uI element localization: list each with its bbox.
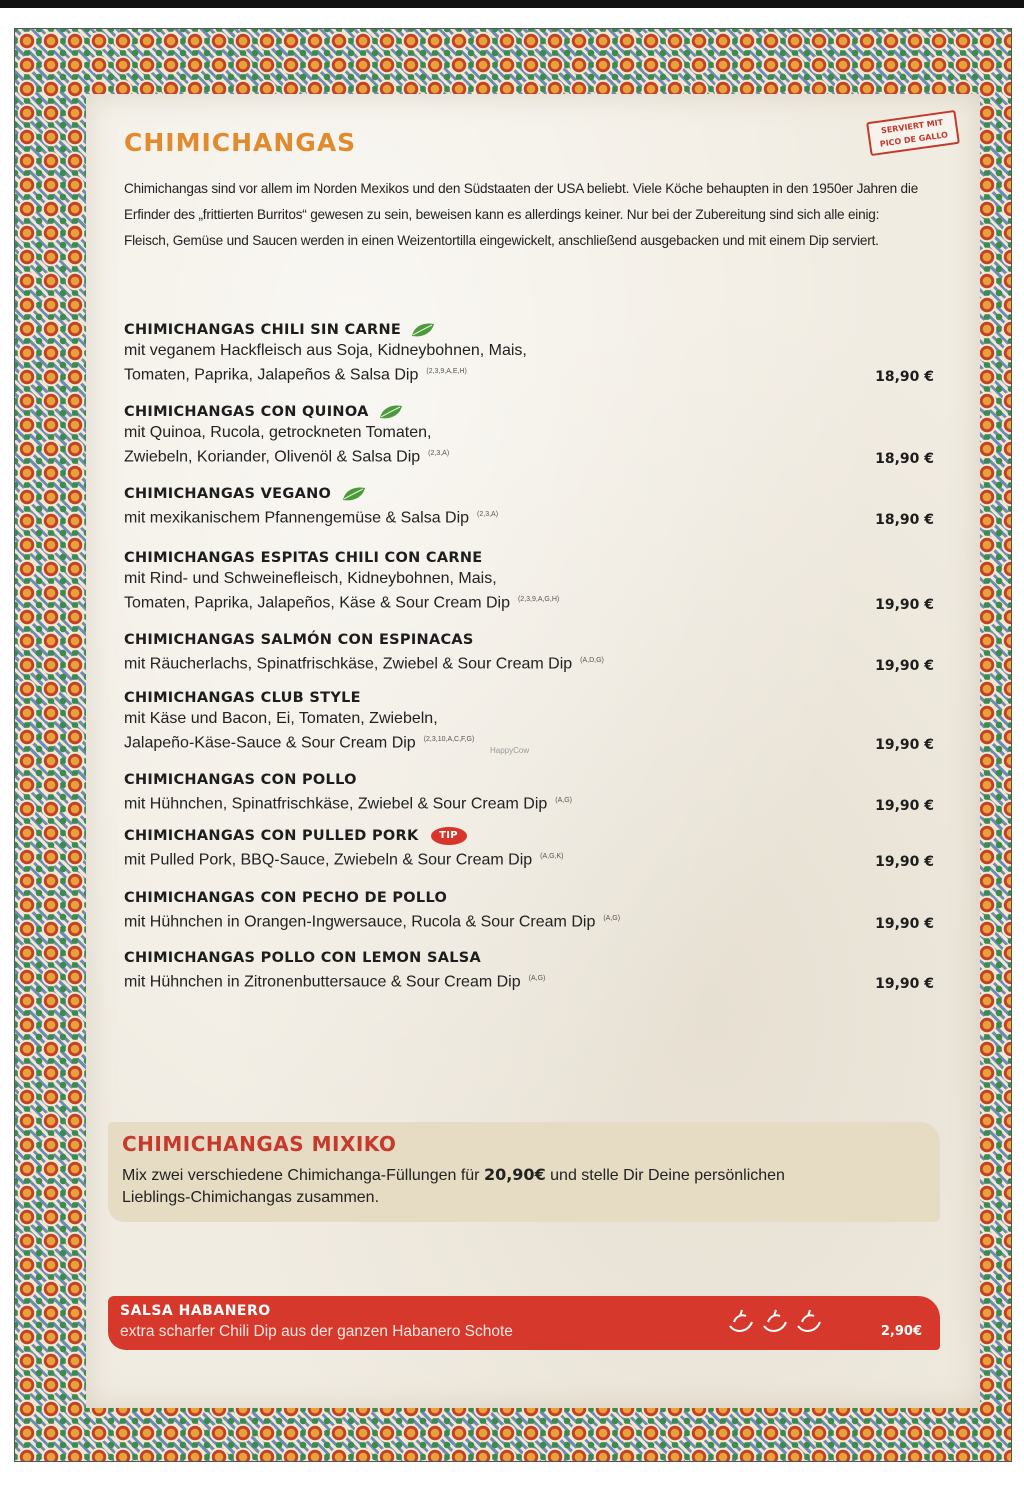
allergen-codes: (2,3,9,A,G,H) [517, 596, 560, 603]
item-description: Tomaten, Paprika, Jalapeños, Käse & Sour Cream Dip [124, 594, 510, 612]
item-name: CHIMICHANGAS CON PULLED PORK [124, 828, 419, 844]
item-price: 19,90 € [875, 854, 934, 871]
allergen-codes: (2,3,A) [428, 450, 450, 457]
item-description: mit Hühnchen in Zitronenbuttersauce & Sour Cream Dip [124, 973, 521, 991]
intro-line: Fleisch, Gemüse und Saucen werden in einen Weizentortilla eingewickelt, anschließend ausgebacken und mit einem Dip serviert. [124, 233, 879, 248]
allergen-codes: (2,3,9,A,E,H) [426, 368, 467, 375]
item-description: mit Pulled Pork, BBQ-Sauce, Zwiebeln & Sour Cream Dip [124, 851, 533, 869]
menu-item-vegano [124, 484, 934, 528]
item-price: 18,90 € [875, 512, 934, 529]
item-description: Jalapeño-Käse-Sauce & Sour Cream Dip [124, 734, 416, 752]
item-name: CHIMICHANGAS CON QUINOA [124, 404, 369, 420]
tip-badge: TIP [431, 827, 467, 845]
bottom-margin [0, 1488, 1024, 1505]
mixiko-text-line2: Lieblings-Chimichangas zusammen. [122, 1189, 380, 1206]
allergen-codes: (A,G) [603, 915, 621, 922]
item-description: mit Quinoa, Rucola, getrockneten Tomaten, [124, 424, 432, 441]
allergen-codes: (A,D,G) [580, 657, 604, 664]
item-price: 19,90 € [875, 798, 934, 815]
mixiko-text-part: und stelle Dir Deine persönlichen [545, 1167, 785, 1184]
intro-line: Chimichangas sind vor allem im Norden Mexikos und den Südstaaten der USA beliebt. Viele Köche behaupten in den 1950er Jahren die [124, 181, 919, 196]
mixiko-box [108, 1122, 940, 1222]
page-title: CHIMICHANGAS [124, 128, 357, 157]
item-name: CHIMICHANGAS POLLO CON LEMON SALSA [124, 950, 482, 966]
item-description: Zwiebeln, Koriander, Olivenöl & Salsa Dip [124, 448, 421, 466]
allergen-codes: (2,3,A) [477, 511, 499, 518]
item-price: 19,90 € [875, 597, 934, 614]
item-description: Tomaten, Paprika, Jalapeños & Salsa Dip [124, 366, 419, 384]
vegan-leaf-icon [378, 404, 404, 420]
vegan-leaf-icon [410, 322, 436, 338]
item-name: CHIMICHANGAS CON PECHO DE POLLO [124, 890, 448, 906]
item-description: mit Räucherlachs, Spinatfrischkäse, Zwiebel & Sour Cream Dip [124, 655, 573, 673]
allergen-codes: (2,3,10,A,C,F,G) [423, 736, 475, 743]
item-price: 19,90 € [875, 976, 934, 993]
item-description: mit Hühnchen, Spinatfrischkäse, Zwiebel & Sour Cream Dip [124, 795, 548, 813]
menu-item-espitas-chili-con-carne [124, 548, 934, 613]
item-description: mit Hühnchen in Orangen-Ingwersauce, Rucola & Sour Cream Dip [124, 913, 596, 931]
stamp-line-2: PICO DE GALLO [879, 130, 949, 149]
item-name: CHIMICHANGAS VEGANO [124, 486, 332, 502]
mixiko-price: 20,90€ [483, 1165, 546, 1184]
salsa-habanero-box [108, 1296, 940, 1350]
item-description: mit Rind- und Schweinefleisch, Kidneybohnen, Mais, [124, 570, 497, 587]
item-name: CHIMICHANGAS CLUB STYLE [124, 690, 361, 706]
mixiko-text [122, 1164, 922, 1209]
item-description: mit veganem Hackfleisch aus Soja, Kidneybohnen, Mais, [124, 342, 527, 359]
menu-item-chili-sin-carne [124, 320, 934, 385]
item-name: CHIMICHANGAS SALMÓN CON ESPINACAS [124, 632, 474, 648]
menu-item-con-quinoa [124, 402, 934, 467]
habanero-price: 2,90€ [880, 1324, 922, 1339]
item-name: CHIMICHANGAS CON POLLO [124, 772, 357, 788]
item-description: mit mexikanischem Pfannengemüse & Salsa Dip [124, 509, 470, 527]
item-price: 19,90 € [875, 737, 934, 754]
intro-paragraph [124, 176, 944, 254]
item-price: 18,90 € [875, 369, 934, 386]
allergen-codes: (A,G,K) [540, 853, 564, 860]
menu-item-con-pollo [124, 770, 934, 814]
menu-item-salmon-con-espinacas [124, 630, 934, 674]
item-description: mit Käse und Bacon, Ei, Tomaten, Zwiebeln, [124, 710, 438, 727]
item-price: 19,90 € [875, 916, 934, 933]
item-name: CHIMICHANGAS ESPITAS CHILI CON CARNE [124, 550, 483, 566]
stamp-line-1: SERVIERT MIT [880, 117, 944, 136]
chili-heat-icon [726, 1308, 826, 1338]
menu-item-con-pecho-de-pollo [124, 888, 934, 932]
allergen-codes: (A,G) [528, 975, 546, 982]
item-price: 18,90 € [875, 451, 934, 468]
item-name: CHIMICHANGAS CHILI SIN CARNE [124, 322, 402, 338]
mixiko-text-part: Mix zwei verschiedene Chimichanga-Füllungen für [122, 1167, 484, 1184]
vegan-leaf-icon [341, 486, 367, 502]
allergen-codes: (A,G) [555, 797, 573, 804]
menu-item-club-style [124, 688, 934, 753]
mixiko-title: CHIMICHANGAS MIXIKO [122, 1132, 397, 1156]
happycow-watermark: HappyCow [490, 746, 530, 755]
item-price: 19,90 € [875, 658, 934, 675]
menu-item-pollo-con-lemon-salsa [124, 948, 934, 992]
menu-item-con-pulled-pork [124, 826, 934, 870]
top-edge-bar [0, 0, 1024, 8]
intro-line: Erfinder des „frittierten Burritos“ gewesen zu sein, beweisen kann es allerdings keiner. Nur bei der Zubereitung sind sich alle einig: [124, 207, 880, 222]
habanero-description: extra scharfer Chili Dip aus der ganzen Habanero Schote [120, 1323, 513, 1340]
habanero-title: SALSA HABANERO [120, 1303, 271, 1319]
